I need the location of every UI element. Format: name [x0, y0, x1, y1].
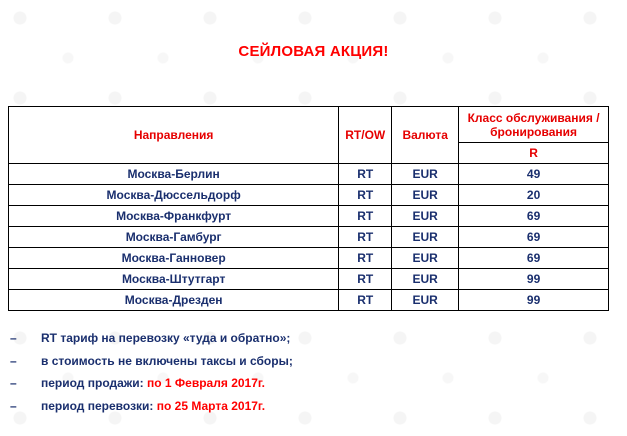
table-row — [9, 290, 609, 311]
route-cell: Москва-Франкфурт — [9, 206, 339, 227]
price-cell: 69 — [459, 227, 609, 248]
dash-bullet: – — [10, 376, 17, 390]
trip-type-cell: RT — [339, 290, 392, 311]
trip-type-cell: RT — [339, 248, 392, 269]
trip-type-cell: RT — [339, 164, 392, 185]
currency-cell: EUR — [392, 248, 459, 269]
currency-cell: EUR — [392, 206, 459, 227]
price-cell: 49 — [459, 164, 609, 185]
page-title: СЕЙЛОВАЯ АКЦИЯ! — [238, 43, 389, 60]
trip-type-cell: RT — [339, 206, 392, 227]
route-cell: Москва-Штутгарт — [9, 269, 339, 290]
trip-type-cell: RT — [339, 227, 392, 248]
header-trip-type: RT/OW — [339, 107, 392, 164]
table-row — [9, 269, 609, 290]
currency-cell: EUR — [392, 164, 459, 185]
price-cell: 99 — [459, 269, 609, 290]
dash-bullet: – — [10, 331, 17, 345]
trip-type-cell: RT — [339, 185, 392, 206]
currency-cell: EUR — [392, 185, 459, 206]
table-row — [9, 185, 609, 206]
price-cell: 20 — [459, 185, 609, 206]
route-cell: Москва-Ганновер — [9, 248, 339, 269]
currency-cell: EUR — [392, 290, 459, 311]
fares-table — [8, 106, 609, 311]
currency-cell: EUR — [392, 269, 459, 290]
note-text: период перевозки: — [41, 398, 157, 413]
route-cell: Москва-Гамбург — [9, 227, 339, 248]
table-row — [9, 206, 609, 227]
list-item — [10, 354, 293, 377]
list-item — [10, 331, 293, 354]
trip-type-cell: RT — [339, 269, 392, 290]
table-row — [9, 248, 609, 269]
price-cell: 69 — [459, 206, 609, 227]
table-row — [9, 227, 609, 248]
note-text: RT тариф на перевозку «туда и обратно»; — [41, 331, 291, 345]
note-text: в стоимость не включены таксы и сборы; — [41, 353, 293, 368]
route-cell: Москва-Дрезден — [9, 290, 339, 311]
header-class-code: R — [459, 143, 609, 164]
dash-bullet: – — [10, 398, 17, 413]
sale-period-date: по 1 Февраля 2017г. — [147, 376, 266, 390]
header-direction: Направления — [9, 107, 339, 164]
list-item — [10, 399, 293, 422]
note-text: период продажи: — [41, 376, 148, 390]
dash-bullet: – — [10, 353, 17, 368]
route-cell: Москва-Дюссельдорф — [9, 185, 339, 206]
header-service-class: Класс обслуживания / бронирования — [459, 107, 609, 143]
route-cell: Москва-Берлин — [9, 164, 339, 185]
list-item — [10, 376, 293, 399]
currency-cell: EUR — [392, 227, 459, 248]
travel-period-date: по 25 Марта 2017г. — [156, 398, 266, 413]
header-currency: Валюта — [392, 107, 459, 164]
table-row — [9, 164, 609, 185]
price-cell: 69 — [459, 248, 609, 269]
price-cell: 99 — [459, 290, 609, 311]
conditions-list — [10, 331, 293, 421]
